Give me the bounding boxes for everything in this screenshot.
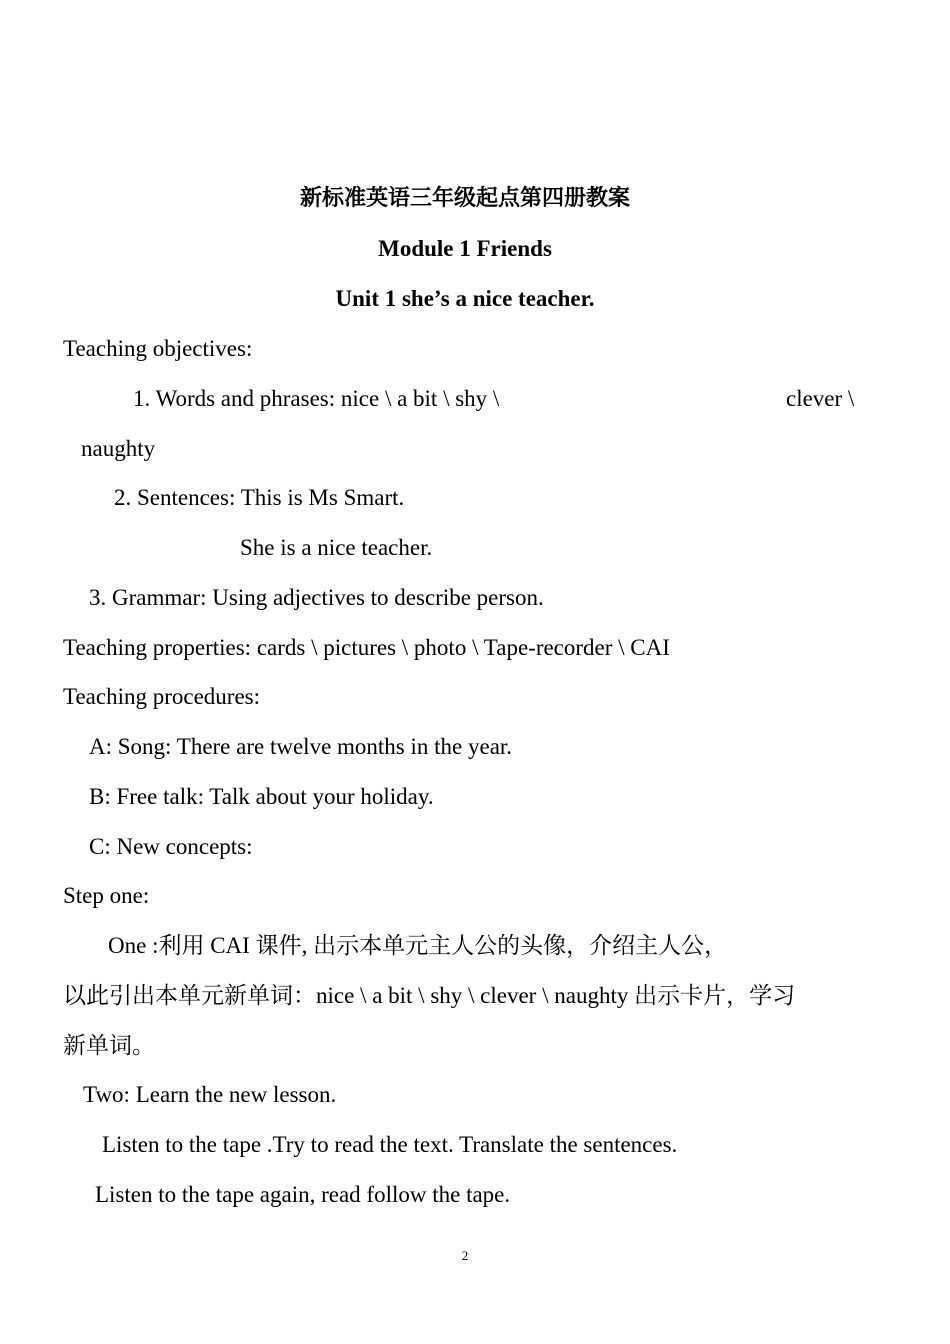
objective-sentence-2: She is a nice teacher.	[240, 535, 433, 560]
objective-words-cont: clever \	[786, 386, 855, 411]
step-one-item-two: Two: Learn the new lesson.	[83, 1082, 337, 1107]
objective-sentences: 2. Sentences: This is Ms Smart.	[114, 485, 405, 510]
listen-instruction-2: Listen to the tape again, read follow the tape.	[95, 1182, 511, 1207]
procedure-c: C: New concepts:	[89, 834, 253, 859]
procedure-b: B: Free talk: Talk about your holiday.	[89, 784, 434, 809]
unit-title: Unit 1 she’s a nice teacher.	[335, 286, 595, 311]
teaching-properties: Teaching properties: cards \ pictures \ photo \ Tape-recorder \ CAI	[63, 635, 670, 660]
step-one-heading: Step one:	[63, 883, 150, 908]
objectives-heading: Teaching objectives:	[63, 336, 253, 361]
listen-instruction-1: Listen to the tape .Try to read the text. Translate the sentences.	[102, 1132, 678, 1157]
module-title: Module 1 Friends	[378, 236, 552, 261]
objective-words-wrap: naughty	[81, 436, 156, 461]
document-title: 新标准英语三年级起点第四册教案	[299, 186, 630, 211]
page-number: 2	[461, 1248, 469, 1263]
step-one-item-one-cont: 以此引出本单元新单词：nice \ a bit \ shy \ clever \ naughty 出示卡片，学习	[63, 983, 796, 1008]
objective-words-line: 1. Words and phrases: nice \ a bit \ shy \	[133, 386, 500, 411]
procedure-a: A: Song: There are twelve months in the year.	[89, 734, 513, 759]
step-one-item-one-end: 新单词。	[63, 1033, 155, 1058]
objective-grammar: 3. Grammar: Using adjectives to describe person.	[89, 585, 544, 610]
procedures-heading: Teaching procedures:	[63, 684, 260, 709]
step-one-item-one: One :利用 CAI 课件, 出示本单元主人公的头像，介绍主人公，	[108, 933, 728, 958]
